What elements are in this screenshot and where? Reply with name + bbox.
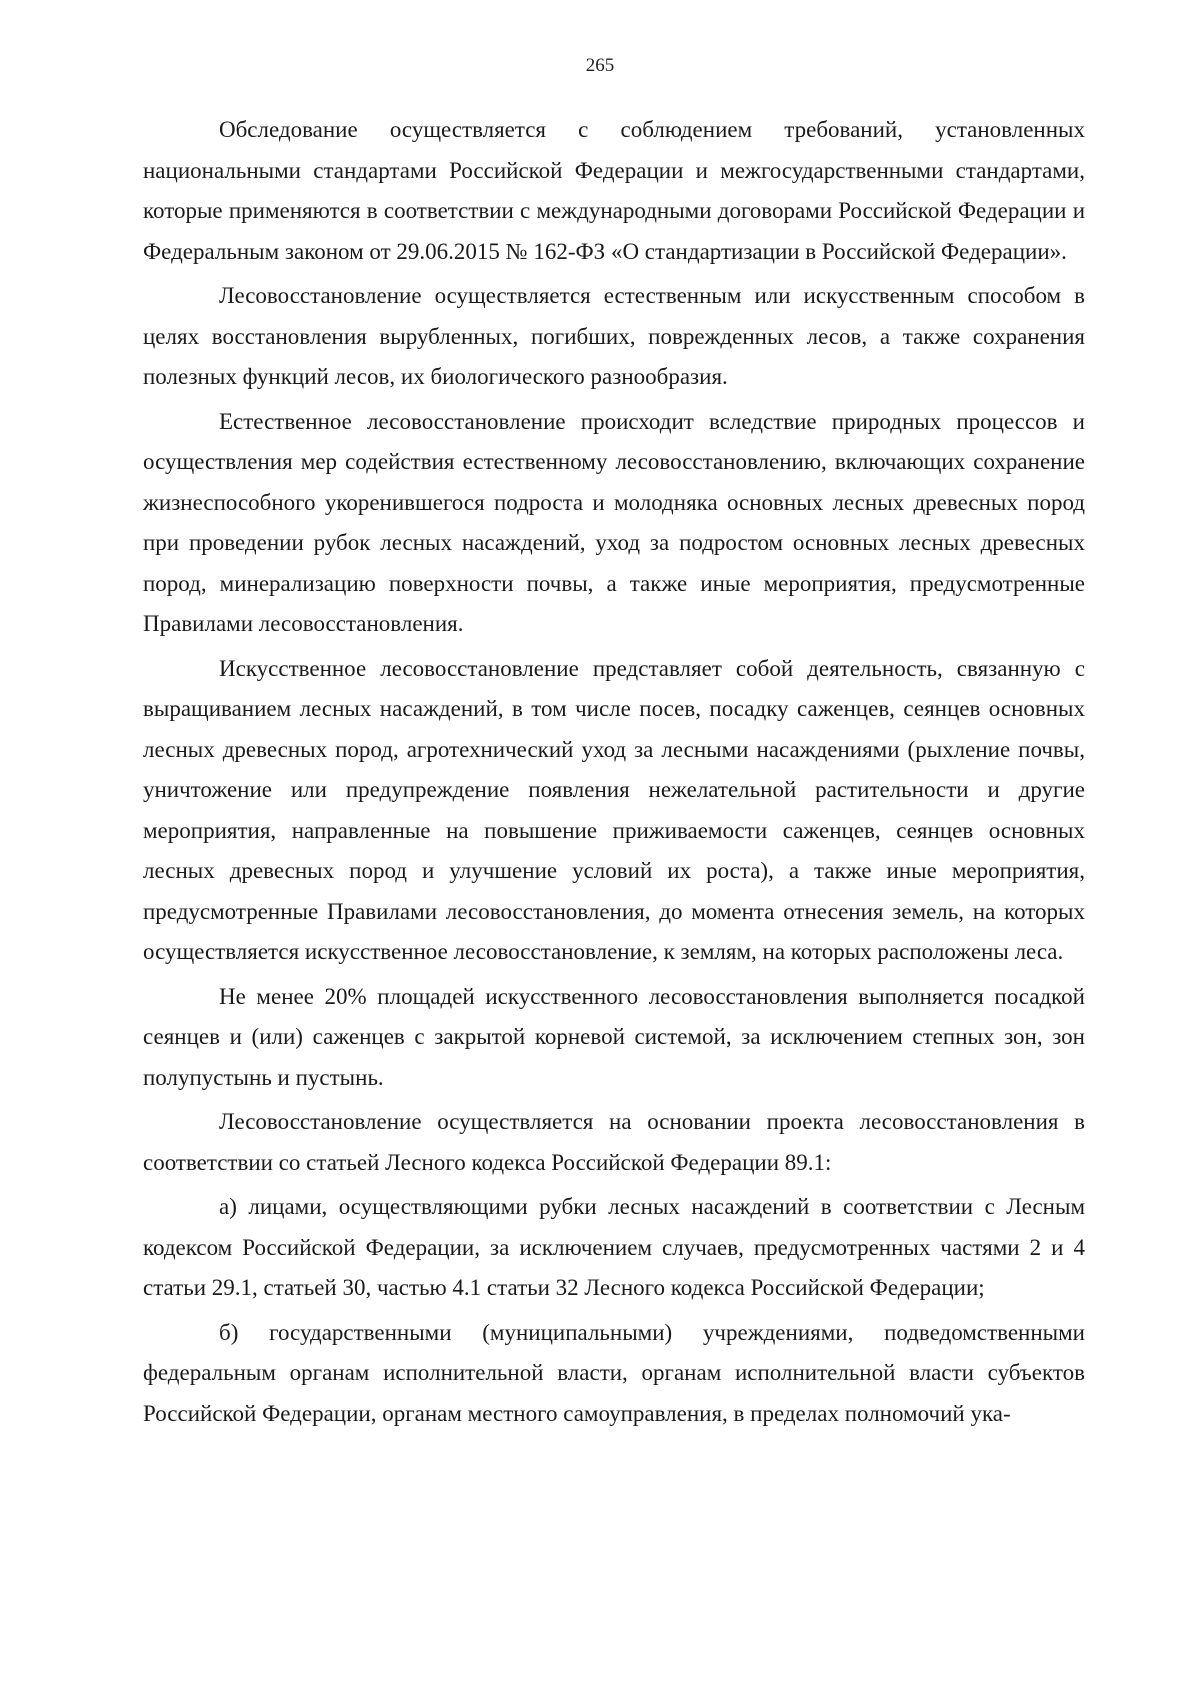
document-body (143, 110, 1085, 1438)
paragraph-survey-standards: Обследование осуществляется с соблюдением требований, установленных национальными стандартами Российской Федерации и межгосударственными стандартами, которые применяются в соответствии с международными договорами Российской Федерации и Федеральным законом от 29.06.2015 № 162-ФЗ «О стандартизации в Российской Федерации». (143, 117, 1085, 264)
paragraph-closed-root-planting: Не менее 20% площадей искусственного лесовосстановления выполняется посадкой сеянцев и (или) саженцев с закрытой корневой системой, за исключением степных зон, зон полупустынь и пустынь. (143, 983, 1085, 1090)
list-item-a: а) лицами, осуществляющими рубки лесных насаждений в соответствии с Лесным кодексом Российской Федерации, за исключением случаев, предусмотренных частями 2 и 4 статьи 29.1, статьей 30, частью 4.1 статьи 32 Лесного кодекса Российской Федерации; (143, 1194, 1085, 1300)
paragraph-reforestation-methods: Лесовосстановление осуществляется естественным или искусственным способом в целях восстановления вырубленных, погибших, поврежденных лесов, а также сохранения полезных функций лесов, их биологического разнообразия. (143, 283, 1085, 389)
paragraph-natural-reforestation: Естественное лесовосстановление происходит вследствие природных процессов и осуществления мер содействия естественному лесовосстановлению, включающих сохранение жизнеспособного укоренившегося подроста и молодняка основных лесных древесных пород при проведении рубок лесных насаждений, уход за подростом основных лесных древесных пород, минерализацию поверхности почвы, а также иные мероприятия, предусмотренные Правилами лесовосстановления. (143, 408, 1085, 636)
page-number: 265 (585, 55, 615, 76)
paragraph-reforestation-project: Лесовосстановление осуществляется на основании проекта лесовосстановления в соответствии со статьей Лесного кодекса Российской Федерации 89.1: (143, 1109, 1085, 1175)
list-item-b: б) государственными (муниципальными) учреждениями, подведомственными федеральным органам исполнительной власти, органам исполнительной власти субъектов Российской Федерации, органам местного самоуправления, в пределах полномочий ука- (143, 1319, 1085, 1426)
paragraph-artificial-reforestation: Искусственное лесовосстановление представляет собой деятельность, связанную с выращиванием лесных насаждений, в том числе посев, посадку саженцев, сеянцев основных лесных древесных пород, агротехнический уход за лесными насаждениями (рыхление почвы, уничтожение или предупреждение появления нежелательной растительности и другие мероприятия, направленные на повышение приживаемости саженцев, сеянцев основных лесных древесных пород и улучшение условий их роста), а также иные мероприятия, предусмотренные Правилами лесовосстановления, до момента отнесения земель, на которых осуществляется искусственное лесовосстановление, к землям, на которых расположены леса. (143, 655, 1085, 964)
